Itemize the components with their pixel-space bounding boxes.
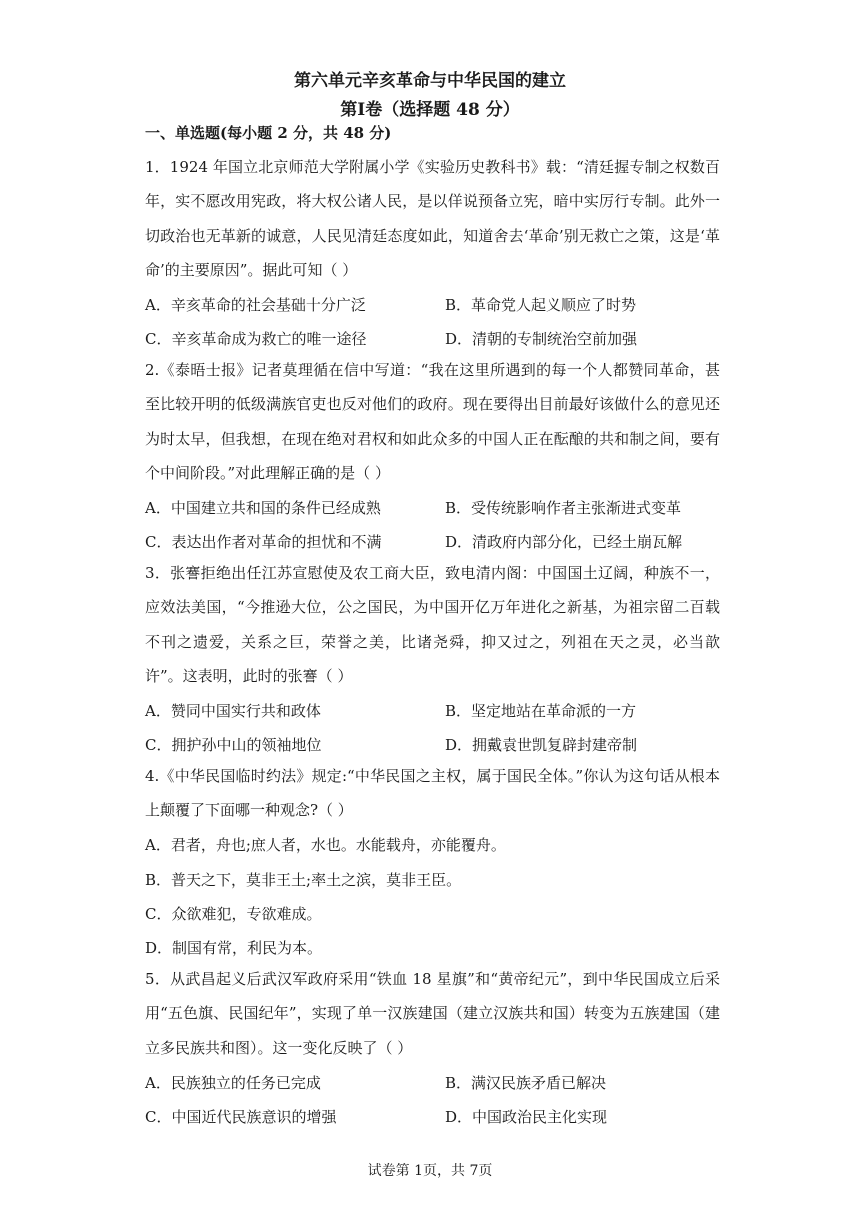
- question-1-option-b: B．革命党人起义顺应了时势: [445, 296, 637, 314]
- page-footer: 试卷第 1页，共 7页: [367, 1163, 493, 1179]
- question-1-stem: 1．1924 年国立北京师范大学附属小学《实验历史教科书》载：“清廷握专制之权数百年，实不愿改用宪政，将大权公诸人民，是以佯说预备立宪，暗中实厉行专制。此外一切政治也无革新的诚意，人民见清廷态度如此，知道舍去‘革命’别无救亡之策，这是‘革命’的主要原因”。据此可知（ ）: [145, 158, 720, 280]
- page-subtitle: 第Ⅰ卷（选择题 48 分）: [340, 100, 520, 120]
- question-2-option-c: C．表达出作者对革命的担忧和不满: [145, 533, 382, 551]
- question-2-option-a: A．中国建立共和国的条件已经成熟: [145, 499, 381, 517]
- question-5-stem: 5．从武昌起义后武汉军政府采用“铁血 18 星旗”和“黄帝纪元”，到中华民国成立后采用“五色旗、民国纪年”，实现了单一汉族建国（建立汉族共和国）转变为五族建国（建立多民族共和图）。这一变化反映了（ ）: [145, 970, 720, 1057]
- question-4-option-b: B．普天之下，莫非王土;率土之滨，莫非王臣。: [145, 871, 462, 889]
- question-1-option-d: D．清朝的专制统治空前加强: [445, 330, 638, 348]
- question-3-option-c: C．拥护孙中山的领袖地位: [145, 736, 322, 754]
- question-4-option-a: A．君者，舟也;庶人者，水也。水能载舟，亦能覆舟。: [145, 836, 506, 854]
- question-2-option-b: B．受传统影响作者主张渐进式变革: [445, 499, 682, 517]
- question-5-option-d: D．中国政治民主化实现: [445, 1108, 608, 1126]
- question-4-option-d: D．制国有常，利民为本。: [145, 939, 323, 957]
- question-3-option-d: D．拥戴袁世凯复辟封建帝制: [445, 736, 638, 754]
- question-5-option-c: C．中国近代民族意识的增强: [145, 1108, 337, 1126]
- question-3-stem: 3．张謇拒绝出任江苏宣慰使及农工商大臣，致电清内阁：中国国土辽阔，种族不一，应效法美国，“今推逊大位，公之国民，为中国开亿万年进化之新基，为祖宗留二百载不刊之遗爱，关系之巨，荣誉之美，比诸尧舜，抑又过之，列祖在天之灵，必当歆许”。这表明，此时的张謇（ ）: [145, 564, 720, 686]
- question-4-option-c: C．众欲难犯，专欲难成。: [145, 905, 322, 923]
- section-heading: 一、单选题(每小题 2 分，共 48 分): [145, 124, 392, 142]
- page-title: 第六单元辛亥革命与中华民国的建立: [294, 71, 566, 91]
- question-2-stem: 2.《泰晤士报》记者莫理循在信中写道：“我在这里所遇到的每一个人都赞同革命，甚至比较开明的低级满族官吏也反对他们的政府。现在要得出目前最好该做什么的意见还为时太早，但我想，在现在绝对君权和如此众多的中国人正在酝酿的共和制之间，要有个中间阶段。”对此理解正确的是（ ）: [145, 361, 720, 483]
- question-4-stem: 4.《中华民国临时约法》规定:“中华民国之主权，属于国民全体。”你认为这句话从根本上颠覆了下面哪一种观念?（ ）: [145, 767, 720, 820]
- question-1-option-c: C．辛亥革命成为救亡的唯一途径: [145, 330, 367, 348]
- question-3-option-b: B．坚定地站在革命派的一方: [445, 702, 637, 720]
- question-5-option-a: A．民族独立的任务已完成: [145, 1074, 321, 1092]
- question-3-option-a: A．赞同中国实行共和政体: [145, 702, 321, 720]
- question-1-option-a: A．辛亥革命的社会基础十分广泛: [145, 296, 366, 314]
- question-5-option-b: B．满汉民族矛盾已解决: [445, 1074, 607, 1092]
- question-2-option-d: D．清政府内部分化，已经土崩瓦解: [445, 533, 683, 551]
